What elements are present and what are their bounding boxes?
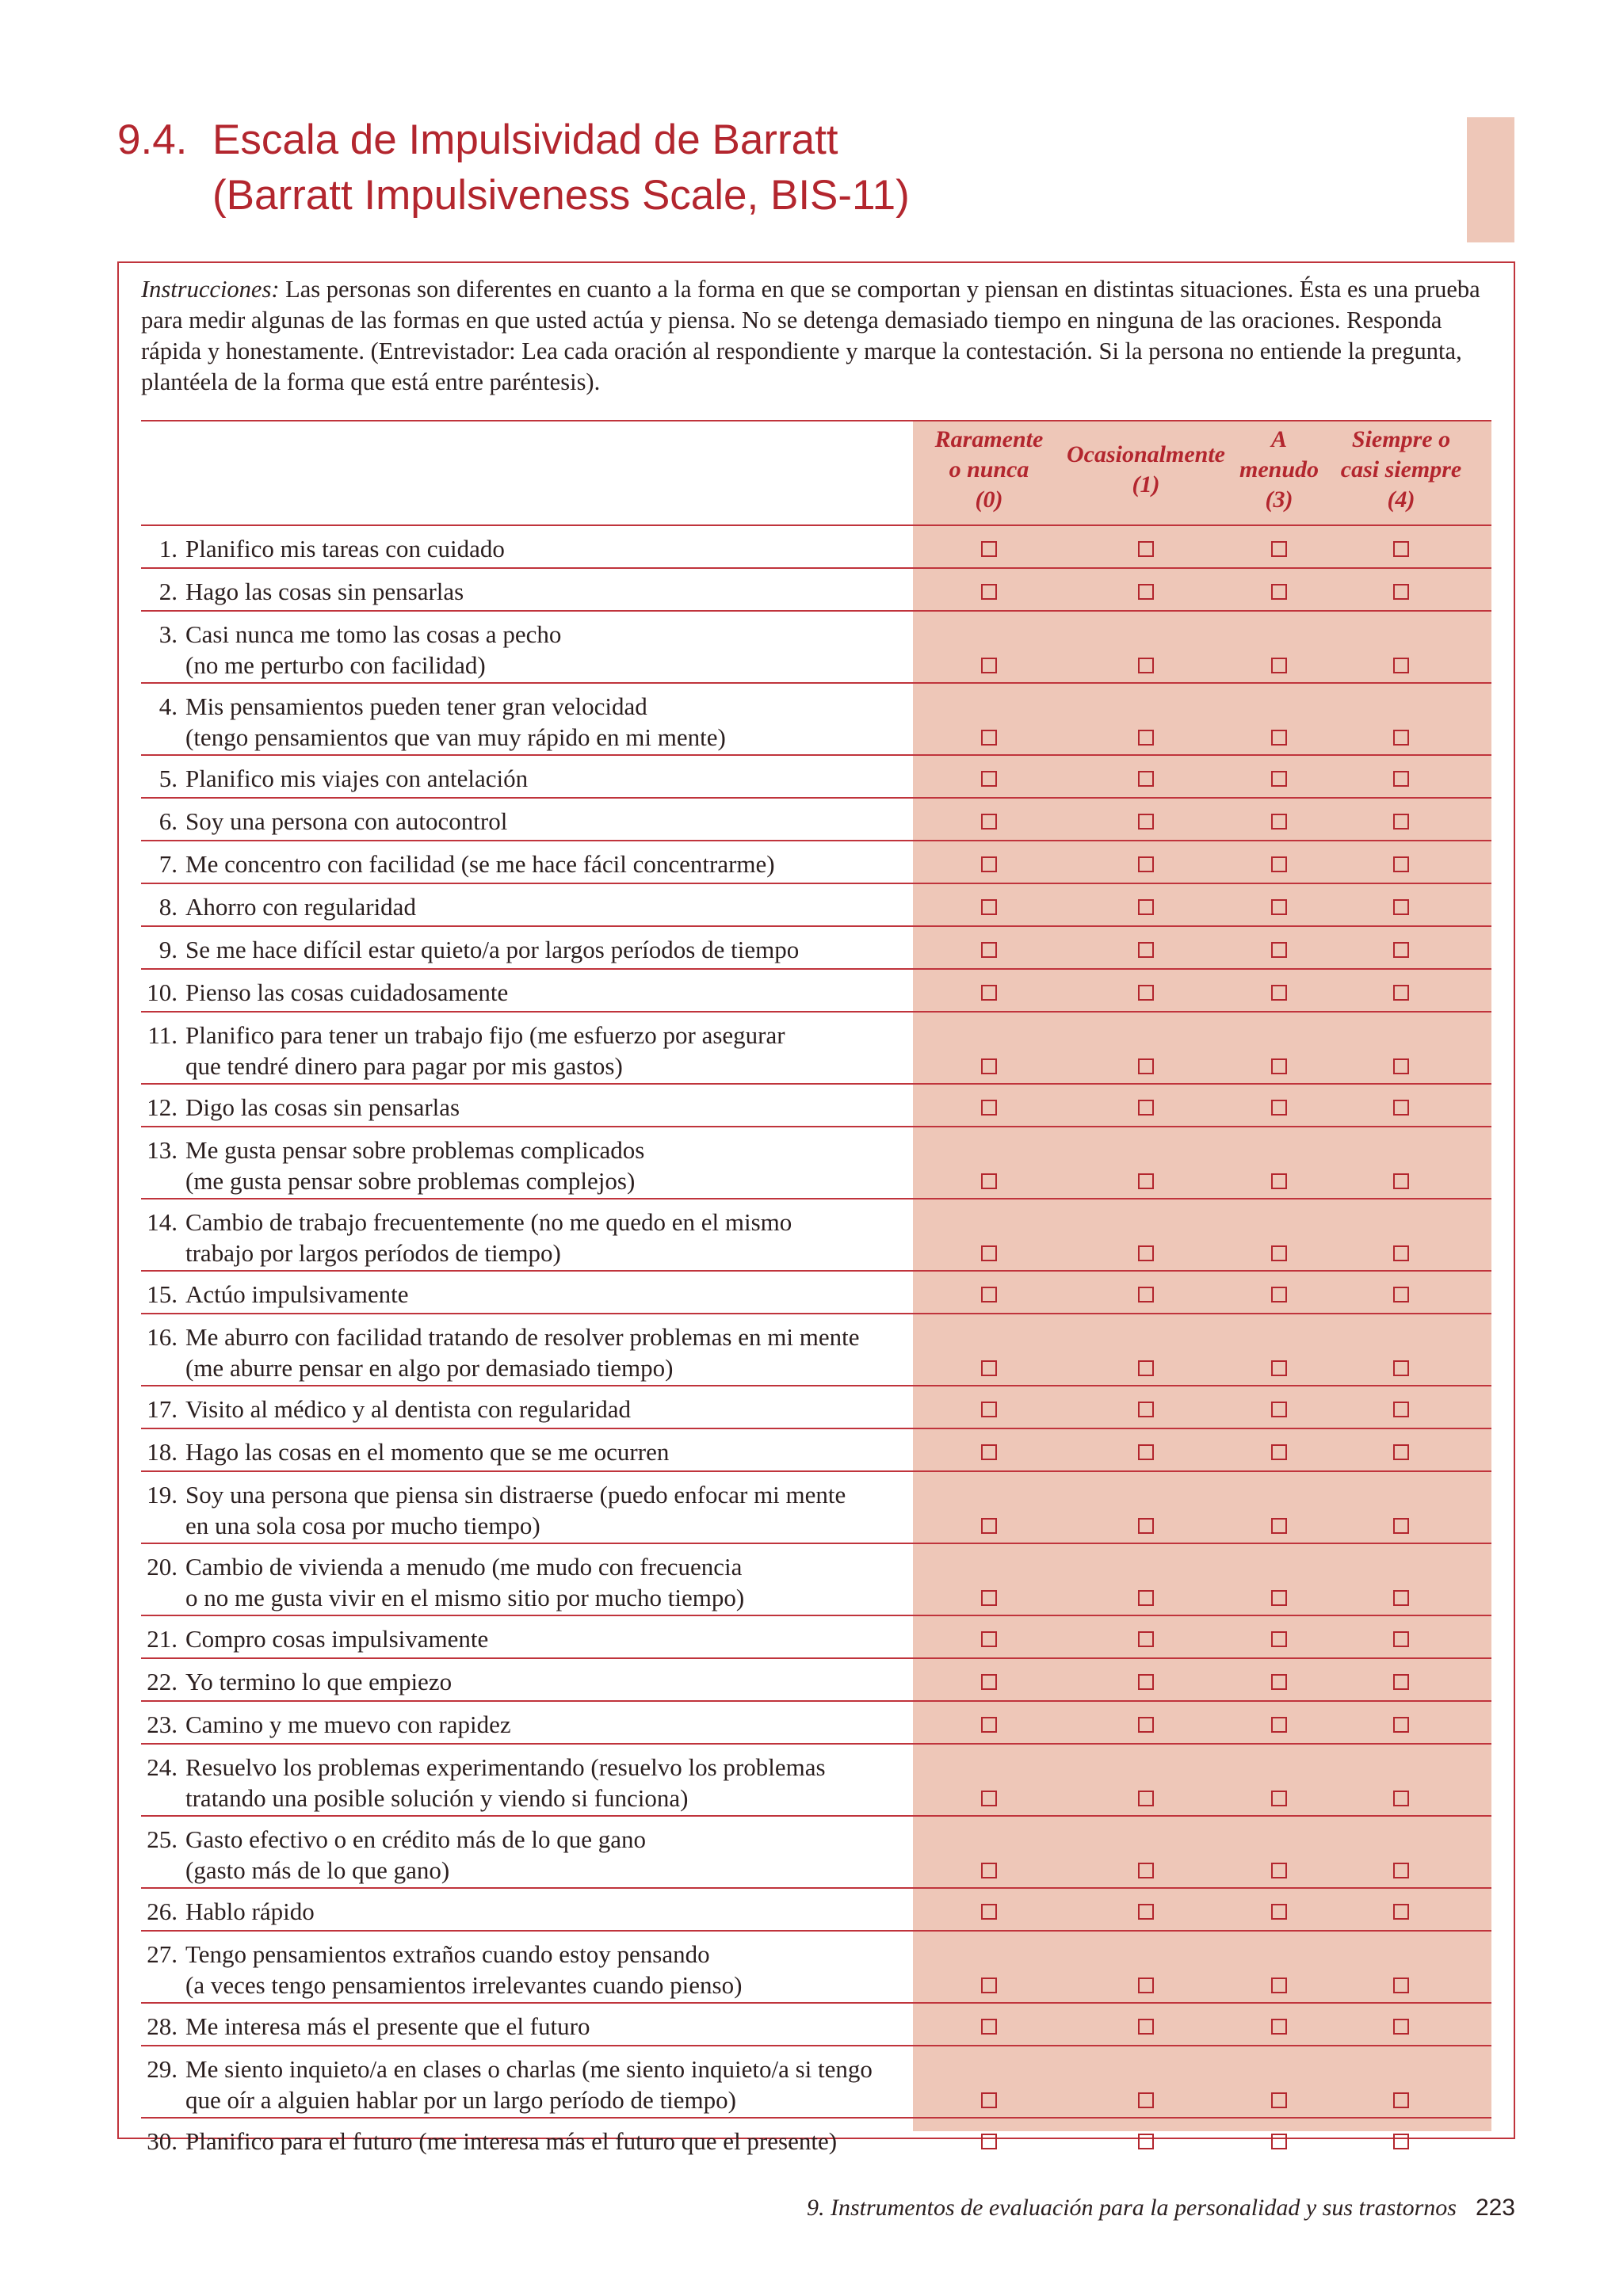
- answer-checkbox[interactable]: [1138, 2092, 1154, 2108]
- answer-checkbox[interactable]: [1138, 1631, 1154, 1647]
- item-number: 22.: [147, 1668, 178, 1695]
- item-text: [185, 1551, 915, 1613]
- answer-checkbox[interactable]: [1271, 1674, 1287, 1690]
- answer-checkbox[interactable]: [1393, 1360, 1409, 1376]
- item-number: 26.: [147, 1897, 178, 1925]
- item-text-line: Me gusta pensar sobre problemas complicados: [185, 1136, 645, 1164]
- table-row: [141, 1659, 1491, 1700]
- item-text: [185, 1939, 915, 2000]
- answer-checkbox[interactable]: [1271, 541, 1287, 557]
- item-text: [185, 934, 915, 965]
- item-text-line: Resuelvo los problemas experimentando (resuelvo los problemas: [185, 1753, 826, 1781]
- instructions-label: Instrucciones:: [141, 276, 280, 303]
- answer-checkbox[interactable]: [1138, 942, 1154, 958]
- answer-checkbox[interactable]: [1271, 1978, 1287, 1993]
- answer-checkbox[interactable]: [1393, 1863, 1409, 1878]
- answer-checkbox[interactable]: [981, 1518, 997, 1534]
- answer-checkbox[interactable]: [981, 2134, 997, 2149]
- table-row: [141, 1889, 1491, 1930]
- answer-checkbox[interactable]: [1271, 771, 1287, 787]
- table-row: [141, 569, 1491, 610]
- answer-checkbox[interactable]: [1393, 1245, 1409, 1261]
- answer-checkbox[interactable]: [1271, 1058, 1287, 1074]
- column-header-line: Raramente: [934, 426, 1044, 452]
- item-number: 21.: [147, 1625, 178, 1653]
- answer-checkbox[interactable]: [981, 1402, 997, 1417]
- answer-checkbox[interactable]: [1393, 1674, 1409, 1690]
- page-number: 223: [1475, 2195, 1515, 2221]
- answer-checkbox[interactable]: [1393, 1904, 1409, 1920]
- item-text-line: tratando una posible solución y viendo si funciona): [185, 1784, 689, 1812]
- table-row: [141, 841, 1491, 883]
- item-text-line: Me interesa más el presente que el futuro: [185, 2012, 590, 2040]
- item-text: [185, 806, 915, 837]
- item-text-line: Casi nunca me tomo las cosas a pecho: [185, 620, 562, 648]
- table-row: [141, 1314, 1491, 1385]
- table-row: [141, 970, 1491, 1011]
- item-text: [185, 1824, 915, 1886]
- answer-checkbox[interactable]: [981, 1360, 997, 1376]
- item-text-line: (me gusta pensar sobre problemas complejos): [185, 1167, 636, 1195]
- item-number: 5.: [158, 765, 178, 792]
- item-text-line: Planifico para el futuro (me interesa más el futuro que el presente): [185, 2127, 838, 2155]
- item-text: [185, 691, 915, 753]
- answer-checkbox[interactable]: [981, 1245, 997, 1261]
- section-number: 9.4.: [117, 116, 188, 163]
- column-header: [906, 425, 1072, 515]
- table-row: [141, 2119, 1491, 2160]
- item-number: 17.: [147, 1395, 178, 1423]
- item-text: [185, 1623, 915, 1654]
- column-header-line: (0): [975, 486, 1003, 513]
- answer-checkbox[interactable]: [1393, 2134, 1409, 2149]
- answer-checkbox[interactable]: [1138, 985, 1154, 1001]
- answer-checkbox[interactable]: [1138, 1173, 1154, 1189]
- table-row: [141, 684, 1491, 754]
- item-text-line: que oír a alguien hablar por un largo período de tiempo): [185, 2086, 736, 2114]
- answer-checkbox[interactable]: [981, 985, 997, 1001]
- answer-checkbox[interactable]: [981, 1631, 997, 1647]
- item-text-line: Me concentro con facilidad (se me hace fácil concentrarme): [185, 850, 775, 878]
- table-row: [141, 1817, 1491, 1887]
- item-text: [185, 576, 915, 607]
- answer-checkbox[interactable]: [981, 1674, 997, 1690]
- answer-checkbox[interactable]: [1271, 730, 1287, 746]
- answer-checkbox[interactable]: [1393, 1791, 1409, 1806]
- answer-checkbox[interactable]: [1138, 856, 1154, 872]
- footer-chapter: 9. Instrumentos de evaluación para la personalidad y sus trastornos: [806, 2195, 1457, 2221]
- item-text-line: trabajo por largos períodos de tiempo): [185, 1239, 561, 1267]
- answer-checkbox[interactable]: [981, 1287, 997, 1302]
- page-footer: [807, 2195, 1515, 2222]
- item-number: 20.: [147, 1553, 178, 1581]
- answer-checkbox[interactable]: [1271, 1904, 1287, 1920]
- table-row: [141, 927, 1491, 968]
- column-header-line: A: [1270, 426, 1287, 452]
- answer-checkbox[interactable]: [1271, 814, 1287, 830]
- item-text-line: Compro cosas impulsivamente: [185, 1625, 489, 1653]
- answer-checkbox[interactable]: [981, 1444, 997, 1460]
- answer-checkbox[interactable]: [1271, 856, 1287, 872]
- column-header: [1318, 425, 1484, 515]
- answer-checkbox[interactable]: [981, 942, 997, 958]
- answer-checkbox[interactable]: [1393, 730, 1409, 746]
- item-text: [185, 977, 915, 1008]
- table-row: [141, 1932, 1491, 2002]
- answer-checkbox[interactable]: [1393, 1590, 1409, 1606]
- table-row: [141, 1472, 1491, 1543]
- answer-checkbox[interactable]: [1271, 899, 1287, 915]
- answer-checkbox[interactable]: [1271, 1100, 1287, 1116]
- answer-checkbox[interactable]: [1271, 658, 1287, 673]
- answer-checkbox[interactable]: [1138, 814, 1154, 830]
- item-number: 16.: [147, 1323, 178, 1351]
- answer-checkbox[interactable]: [1138, 1904, 1154, 1920]
- answer-checkbox[interactable]: [981, 771, 997, 787]
- table-top-rule: [141, 420, 1491, 421]
- answer-checkbox[interactable]: [981, 1173, 997, 1189]
- item-text-line: Planifico mis tareas con cuidado: [185, 535, 505, 563]
- item-text: [185, 1135, 915, 1196]
- item-number: 24.: [147, 1753, 178, 1781]
- table-row: [141, 526, 1491, 567]
- answer-checkbox[interactable]: [1138, 2019, 1154, 2035]
- answer-checkbox[interactable]: [1138, 2134, 1154, 2149]
- table-row: [141, 1272, 1491, 1313]
- item-text: [185, 1666, 915, 1697]
- answer-checkbox[interactable]: [1271, 1590, 1287, 1606]
- answer-checkbox[interactable]: [981, 1791, 997, 1806]
- answer-checkbox[interactable]: [981, 1100, 997, 1116]
- answer-checkbox[interactable]: [1271, 2134, 1287, 2149]
- item-text: [185, 1207, 915, 1268]
- answer-checkbox[interactable]: [981, 1978, 997, 1993]
- table-row: [141, 1429, 1491, 1470]
- item-text-line: Yo termino lo que empiezo: [185, 1668, 453, 1695]
- item-text-line: Camino y me muevo con rapidez: [185, 1711, 511, 1738]
- item-number: 11.: [147, 1021, 178, 1049]
- chapter-tab-marker: [1467, 117, 1514, 242]
- answer-checkbox[interactable]: [1138, 541, 1154, 557]
- item-text: [185, 1479, 915, 1541]
- answer-checkbox[interactable]: [1138, 658, 1154, 673]
- title-line-2: (Barratt Impulsiveness Scale, BIS-11): [212, 172, 910, 219]
- item-number: 13.: [147, 1136, 178, 1164]
- answer-checkbox[interactable]: [1393, 1287, 1409, 1302]
- item-number: 10.: [147, 978, 178, 1006]
- answer-checkbox[interactable]: [1271, 1518, 1287, 1534]
- answer-checkbox[interactable]: [1138, 1287, 1154, 1302]
- item-number: 4.: [158, 692, 178, 720]
- item-text-line: Mis pensamientos pueden tener gran velocidad: [185, 692, 647, 720]
- item-number: 8.: [158, 893, 178, 921]
- item-text-line: (tengo pensamientos que van muy rápido en mi mente): [185, 723, 726, 751]
- answer-checkbox[interactable]: [1271, 2019, 1287, 2035]
- answer-checkbox[interactable]: [981, 1590, 997, 1606]
- table-row: [141, 1616, 1491, 1657]
- answer-checkbox[interactable]: [1271, 584, 1287, 600]
- answer-checkbox[interactable]: [1393, 771, 1409, 787]
- item-text: [185, 619, 915, 681]
- answer-checkbox[interactable]: [1138, 584, 1154, 600]
- answer-checkbox[interactable]: [1271, 1173, 1287, 1189]
- answer-checkbox[interactable]: [1393, 1444, 1409, 1460]
- answer-checkbox[interactable]: [981, 658, 997, 673]
- answer-checkbox[interactable]: [981, 814, 997, 830]
- item-text-line: Tengo pensamientos extraños cuando estoy pensando: [185, 1940, 710, 1968]
- answer-checkbox[interactable]: [1138, 1518, 1154, 1534]
- answer-checkbox[interactable]: [1393, 1631, 1409, 1647]
- item-text-line: (no me perturbo con facilidad): [185, 651, 486, 679]
- answer-checkbox[interactable]: [1138, 899, 1154, 915]
- item-text: [185, 1709, 915, 1740]
- column-header-line: (3): [1265, 486, 1293, 513]
- answer-checkbox[interactable]: [1138, 1590, 1154, 1606]
- answer-checkbox[interactable]: [981, 1904, 997, 1920]
- item-text-line: Pienso las cosas cuidadosamente: [185, 978, 509, 1006]
- item-text-line: en una sola cosa por mucho tiempo): [185, 1512, 540, 1539]
- answer-checkbox[interactable]: [1271, 942, 1287, 958]
- item-number: 18.: [147, 1438, 178, 1466]
- item-text-line: Planifico para tener un trabajo fijo (me esfuerzo por asegurar: [185, 1021, 785, 1049]
- item-number: 2.: [158, 578, 178, 605]
- item-number: 25.: [147, 1825, 178, 1853]
- item-text: [185, 1394, 915, 1425]
- item-text: [185, 1020, 915, 1081]
- answer-checkbox[interactable]: [1393, 856, 1409, 872]
- item-number: 3.: [158, 620, 178, 648]
- item-number: 30.: [147, 2127, 178, 2155]
- answer-checkbox[interactable]: [1271, 2092, 1287, 2108]
- table-row: [141, 1199, 1491, 1270]
- item-number: 9.: [158, 936, 178, 963]
- answer-checkbox[interactable]: [981, 856, 997, 872]
- answer-checkbox[interactable]: [1138, 1717, 1154, 1733]
- answer-checkbox[interactable]: [1138, 730, 1154, 746]
- item-text: [185, 849, 915, 879]
- answer-checkbox[interactable]: [1271, 1444, 1287, 1460]
- instructions: [141, 274, 1501, 398]
- table-row: [141, 1085, 1491, 1126]
- answer-checkbox[interactable]: [1138, 771, 1154, 787]
- answer-checkbox[interactable]: [1393, 1402, 1409, 1417]
- answer-checkbox[interactable]: [1271, 1402, 1287, 1417]
- answer-checkbox[interactable]: [1271, 1631, 1287, 1647]
- answer-checkbox[interactable]: [1271, 1245, 1287, 1261]
- answer-checkbox[interactable]: [1393, 2092, 1409, 2108]
- item-text: [185, 533, 915, 564]
- item-text-line: o no me gusta vivir en el mismo sitio por mucho tiempo): [185, 1584, 745, 1611]
- item-text: [185, 891, 915, 922]
- column-header-line: (1): [1132, 471, 1160, 498]
- answer-checkbox[interactable]: [1138, 1360, 1154, 1376]
- table-row: [141, 1745, 1491, 1815]
- answer-checkbox[interactable]: [1393, 2019, 1409, 2035]
- item-number: 29.: [147, 2055, 178, 2083]
- item-text-line: Cambio de trabajo frecuentemente (no me quedo en el mismo: [185, 1208, 792, 1236]
- answer-checkbox[interactable]: [1271, 1717, 1287, 1733]
- item-number: 23.: [147, 1711, 178, 1738]
- answer-checkbox[interactable]: [1271, 1360, 1287, 1376]
- item-text: [185, 2126, 915, 2157]
- table-row: [141, 1702, 1491, 1743]
- item-text-line: Visito al médico y al dentista con regularidad: [185, 1395, 631, 1423]
- answer-checkbox[interactable]: [1138, 1058, 1154, 1074]
- page-title: [117, 113, 910, 223]
- answer-checkbox[interactable]: [1271, 985, 1287, 1001]
- column-header-line: menudo: [1239, 456, 1319, 482]
- table-row: [141, 884, 1491, 925]
- table-row: [141, 756, 1491, 797]
- item-text: [185, 2054, 915, 2115]
- answer-checkbox[interactable]: [1138, 1978, 1154, 1993]
- item-text: [185, 763, 915, 794]
- table-row: [141, 612, 1491, 682]
- item-text-line: Soy una persona con autocontrol: [185, 807, 508, 835]
- table-row: [141, 799, 1491, 840]
- answer-checkbox[interactable]: [1138, 1444, 1154, 1460]
- item-number: 7.: [158, 850, 178, 878]
- item-number: 15.: [147, 1280, 178, 1308]
- answer-checkbox[interactable]: [1393, 1978, 1409, 1993]
- table-row: [141, 1127, 1491, 1198]
- answer-checkbox[interactable]: [981, 2092, 997, 2108]
- answer-checkbox[interactable]: [1138, 1791, 1154, 1806]
- item-text: [185, 1752, 915, 1814]
- item-text-line: Digo las cosas sin pensarlas: [185, 1093, 460, 1121]
- item-number: 27.: [147, 1940, 178, 1968]
- answer-checkbox[interactable]: [1393, 814, 1409, 830]
- answer-checkbox[interactable]: [1393, 985, 1409, 1001]
- item-text-line: Hablo rápido: [185, 1897, 315, 1925]
- item-text-line: (me aburre pensar en algo por demasiado tiempo): [185, 1354, 674, 1382]
- item-text-line: (a veces tengo pensamientos irrelevantes cuando pienso): [185, 1971, 743, 1999]
- item-text-line: Hago las cosas sin pensarlas: [185, 578, 464, 605]
- table-row: [141, 1386, 1491, 1428]
- answer-checkbox[interactable]: [1138, 1402, 1154, 1417]
- item-number: 19.: [147, 1481, 178, 1508]
- answer-checkbox[interactable]: [981, 541, 997, 557]
- item-number: 12.: [147, 1093, 178, 1121]
- answer-checkbox[interactable]: [1393, 1058, 1409, 1074]
- questionnaire-frame: [117, 261, 1515, 2155]
- item-text: [185, 2011, 915, 2042]
- item-text: [185, 1092, 915, 1123]
- answer-checkbox[interactable]: [981, 2019, 997, 2035]
- item-number: 1.: [158, 535, 178, 563]
- answer-checkbox[interactable]: [1138, 1245, 1154, 1261]
- answer-checkbox[interactable]: [1138, 1100, 1154, 1116]
- column-header-line: o nunca: [949, 456, 1029, 482]
- item-text: [185, 1436, 915, 1467]
- column-header-line: Ocasionalmente: [1067, 441, 1225, 467]
- item-text-line: Gasto efectivo o en crédito más de lo que gano: [185, 1825, 647, 1853]
- answer-checkbox[interactable]: [1138, 1863, 1154, 1878]
- item-number: 14.: [147, 1208, 178, 1236]
- item-number: 28.: [147, 2012, 178, 2040]
- answer-checkbox[interactable]: [1393, 541, 1409, 557]
- item-number: 6.: [158, 807, 178, 835]
- answer-checkbox[interactable]: [1393, 899, 1409, 915]
- column-header-line: (4): [1387, 486, 1415, 513]
- table-row: [141, 2046, 1491, 2117]
- item-text-line: (gasto más de lo que gano): [185, 1856, 450, 1884]
- instructions-text: Las personas son diferentes en cuanto a la forma en que se comportan y piensan en distintas situaciones. Ésta es una prueba para medir algunas de las formas en que usted actúa y piensa. No se detenga demasiado tiempo en ninguna de las oraciones. Responda rápida y honestamente. (Entrevistador: Lea cada oración al respondiente y marque la contestación. Si la persona no entiende la pregunta, plantéela de la forma que está entre paréntesis).: [141, 276, 1480, 395]
- answer-checkbox[interactable]: [1393, 1518, 1409, 1534]
- item-text-line: que tendré dinero para pagar por mis gastos): [185, 1052, 623, 1080]
- item-text-line: Cambio de vivienda a menudo (me mudo con frecuencia: [185, 1553, 743, 1581]
- answer-checkbox[interactable]: [1393, 658, 1409, 673]
- answer-checkbox[interactable]: [1393, 1173, 1409, 1189]
- answer-checkbox[interactable]: [1393, 942, 1409, 958]
- item-text-line: Hago las cosas en el momento que se me ocurren: [185, 1438, 670, 1466]
- answer-checkbox[interactable]: [981, 584, 997, 600]
- item-text-line: Me siento inquieto/a en clases o charlas (me siento inquieto/a si tengo: [185, 2055, 873, 2083]
- item-text-line: Actúo impulsivamente: [185, 1280, 409, 1308]
- item-text-line: Soy una persona que piensa sin distraerse (puedo enfocar mi mente: [185, 1481, 846, 1508]
- answer-checkbox[interactable]: [981, 1863, 997, 1878]
- item-text: [185, 1322, 915, 1383]
- answer-checkbox[interactable]: [1393, 1717, 1409, 1733]
- item-text-line: Me aburro con facilidad tratando de resolver problemas en mi mente: [185, 1323, 860, 1351]
- answer-checkbox[interactable]: [981, 1058, 997, 1074]
- column-header-line: casi siempre: [1340, 456, 1462, 482]
- table-row: [141, 1544, 1491, 1615]
- answer-checkbox[interactable]: [1393, 1100, 1409, 1116]
- item-text-line: Ahorro con regularidad: [185, 893, 416, 921]
- item-text: [185, 1896, 915, 1927]
- answer-checkbox[interactable]: [1271, 1287, 1287, 1302]
- answer-checkbox[interactable]: [1271, 1863, 1287, 1878]
- answer-checkbox[interactable]: [981, 730, 997, 746]
- item-text: [185, 1279, 915, 1310]
- answer-checkbox[interactable]: [1393, 584, 1409, 600]
- answer-checkbox[interactable]: [981, 1717, 997, 1733]
- item-text-line: Se me hace difícil estar quieto/a por largos períodos de tiempo: [185, 936, 800, 963]
- answer-checkbox[interactable]: [1138, 1674, 1154, 1690]
- table-row: [141, 1013, 1491, 1083]
- answer-checkbox[interactable]: [1271, 1791, 1287, 1806]
- table-row: [141, 2004, 1491, 2045]
- title-line-1: Escala de Impulsividad de Barratt: [212, 116, 838, 163]
- column-header-line: Siempre o: [1351, 426, 1451, 452]
- item-text-line: Planifico mis viajes con antelación: [185, 765, 529, 792]
- answer-checkbox[interactable]: [981, 899, 997, 915]
